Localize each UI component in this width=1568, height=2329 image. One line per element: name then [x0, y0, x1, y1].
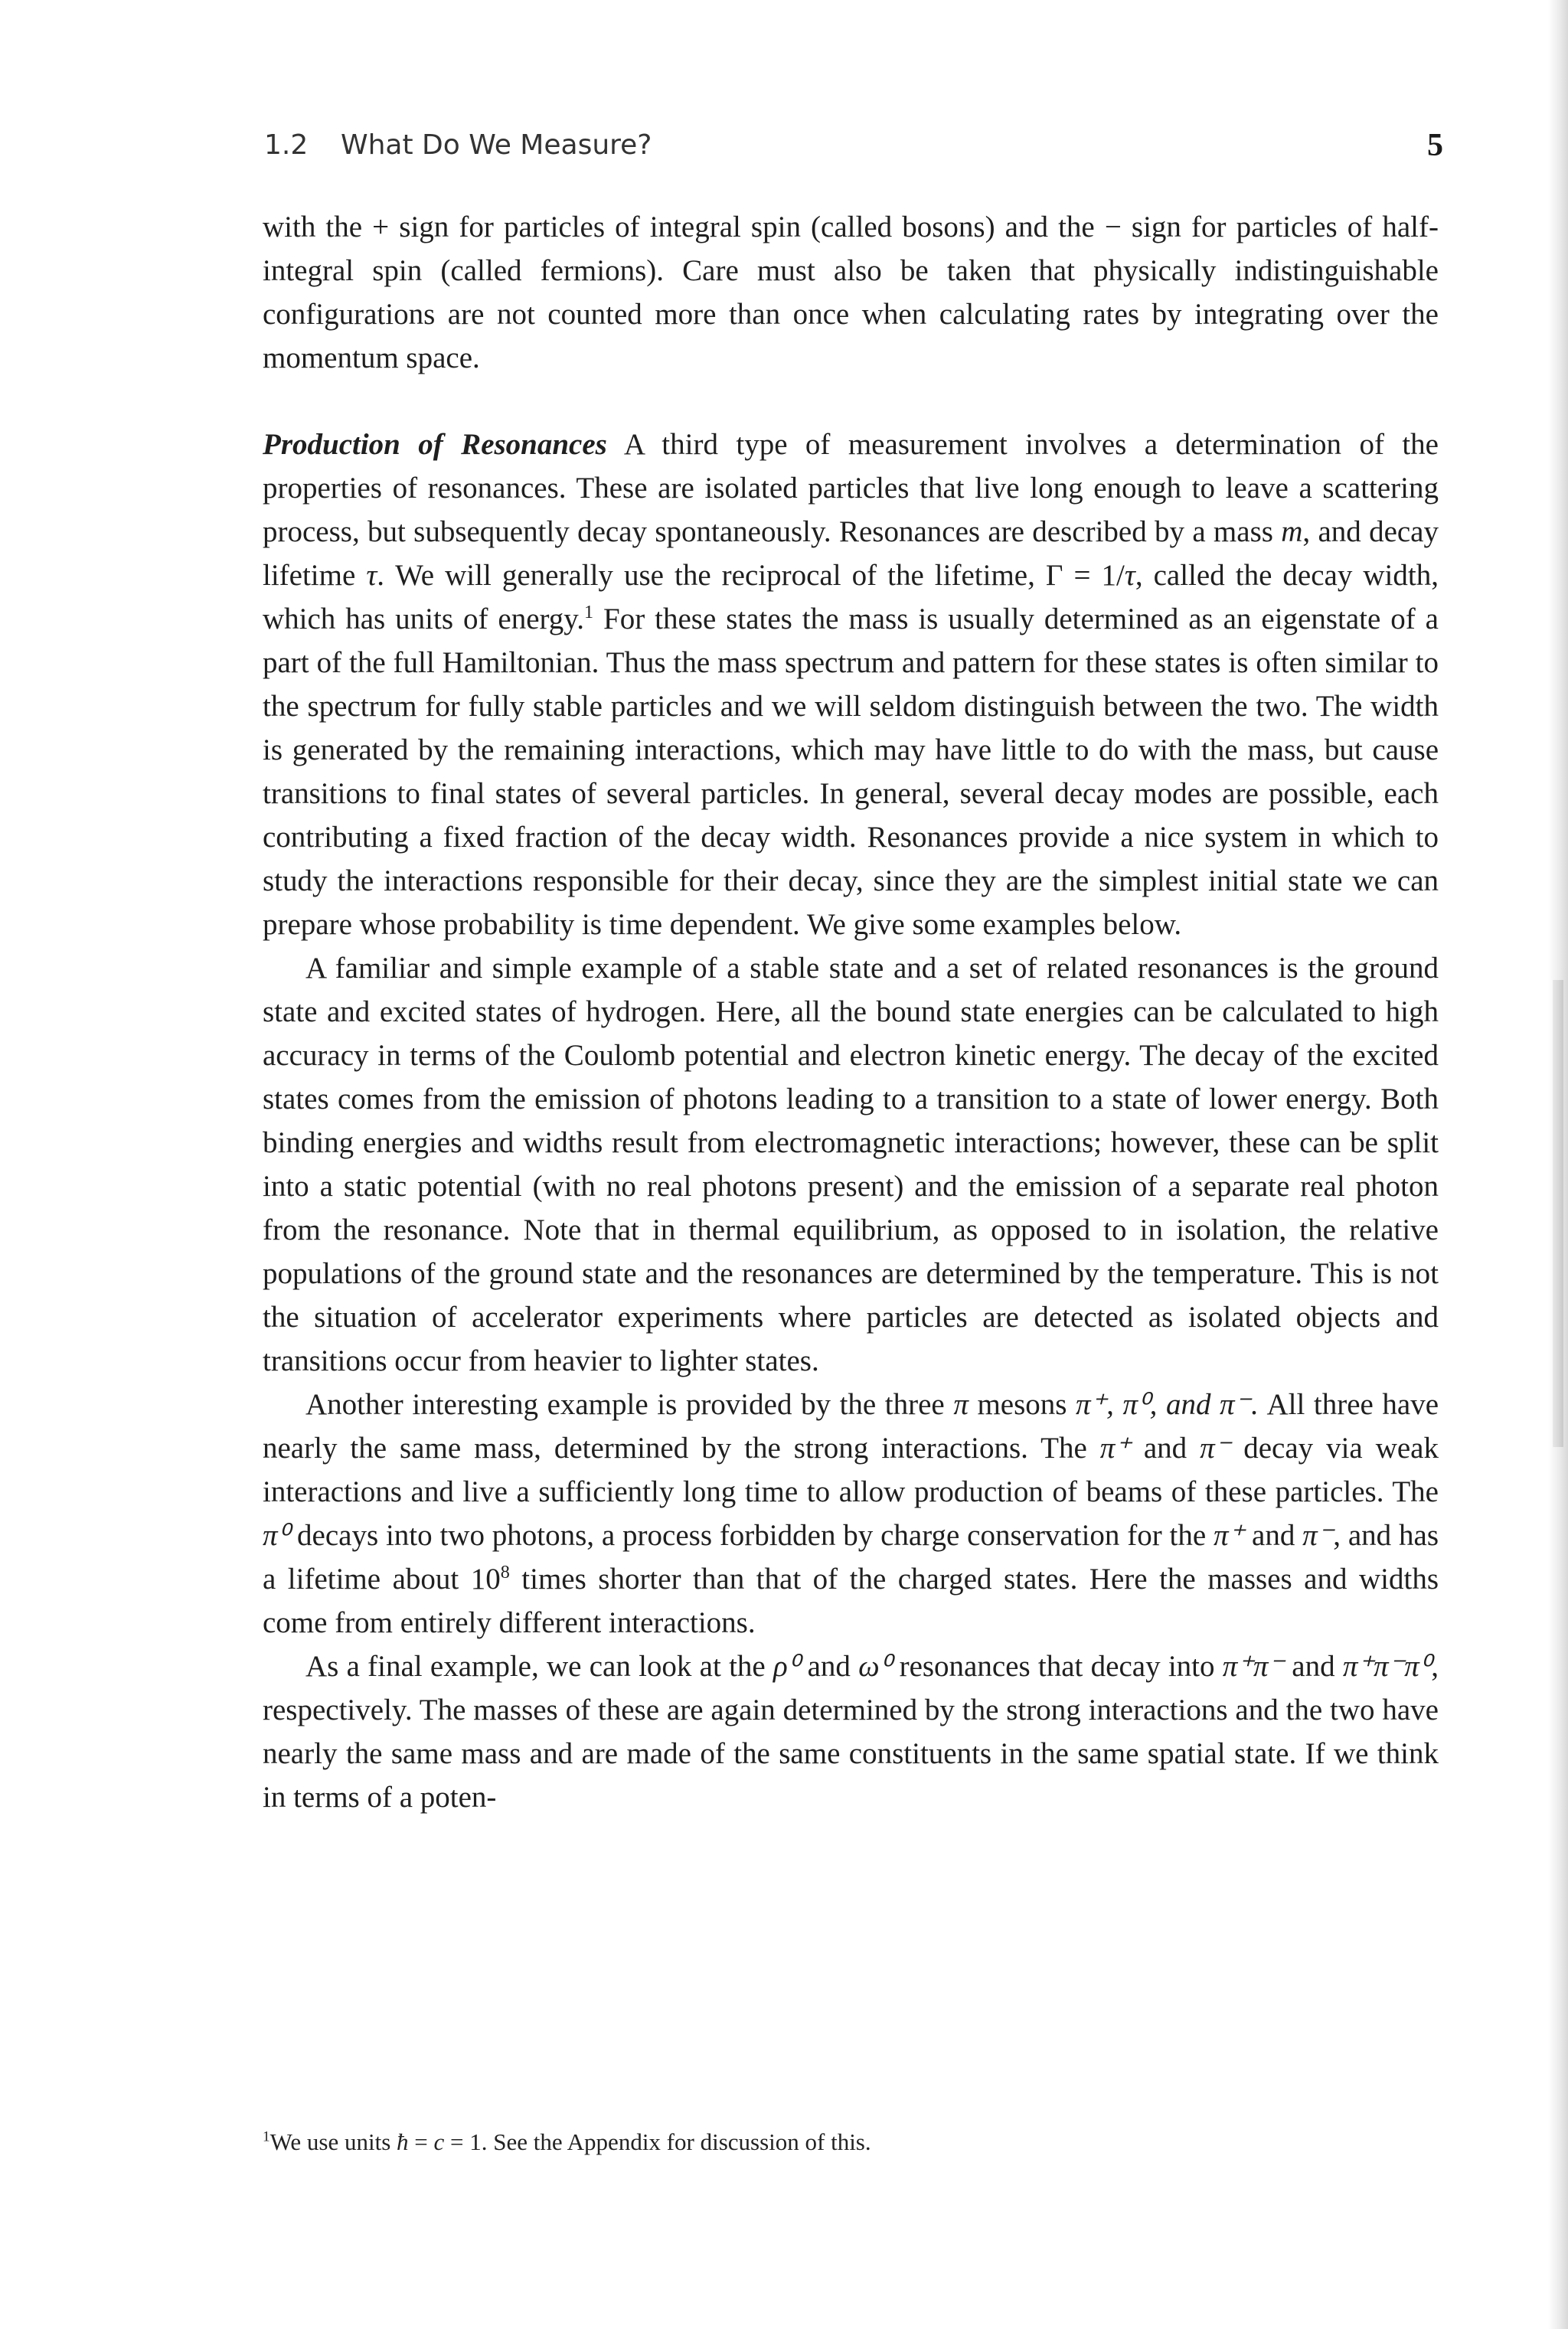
resonances-text-c: . We will generally use the reciprocal of the lifetime, Γ = 1/	[377, 559, 1125, 592]
pion-text-j: decays into two photons, a process forbidden by charge conservation for the	[289, 1519, 1214, 1552]
section-title: What Do We Measure?	[341, 129, 652, 161]
pion-text-a: Another interesting example is provided by the three	[305, 1388, 954, 1421]
pi-plus-2: π⁺	[1214, 1519, 1245, 1552]
intro-paragraph: with the + sign for particles of integral spin (called bosons) and the − sign for particles of half-integral spin (called fermions). Care must also be taken that physically indistinguishable configurations are not counted more than once when calculating rates by integrating over the momentum space.	[263, 211, 1439, 374]
pi-zero: π⁰	[263, 1519, 290, 1552]
main-text	[263, 205, 1439, 1819]
mass-symbol: m	[1281, 515, 1303, 548]
pion-text-l: and	[1244, 1519, 1303, 1552]
pion-text-o: times shorter than that of the charged states. Here the masses and widths come from entirely different interactions.	[263, 1563, 1439, 1639]
pi-minus: π⁻	[1200, 1432, 1231, 1465]
rho-zero: ρ⁰	[773, 1650, 800, 1683]
running-head	[264, 122, 1443, 168]
pion-list: π⁺, π⁰, and π⁻	[1076, 1388, 1251, 1421]
rho-text-b: and	[799, 1650, 859, 1683]
page-number: 5	[1427, 128, 1443, 163]
pion-text-d: . All three have nearly the same mass, determined by the strong interactions. The	[263, 1388, 1439, 1465]
c-symbol: c	[433, 2128, 445, 2155]
pi-pair: π⁺π⁻	[1222, 1650, 1285, 1683]
exponent: 8	[500, 1562, 510, 1583]
section-number: 1.2	[264, 129, 309, 161]
lifetime-symbol-2: τ	[1124, 559, 1135, 592]
pion-text-f: and	[1130, 1432, 1200, 1465]
resonances-text-d: , called the decay width, which has units of energy.	[263, 559, 1439, 635]
lifetime-symbol: τ	[366, 559, 377, 592]
footnote	[263, 2125, 1442, 2159]
resonances-text-a: A third type of measurement involves a determination of the properties of resonances. These are isolated particles that live long enough to leave a scattering process, but subsequently decay spontaneously. Resonances are described by a mass	[263, 428, 1439, 548]
footnote-text-a: We use units	[270, 2128, 397, 2155]
rho-omega-paragraph	[263, 1645, 1439, 1819]
pi-minus-2: π⁻	[1302, 1519, 1334, 1552]
pi-plus: π⁺	[1099, 1432, 1131, 1465]
footnote-text-c: = 1. See the Appendix for discussion of this.	[444, 2128, 871, 2155]
rho-text-c: resonances that decay into	[891, 1650, 1223, 1683]
footnote-marker: 1	[584, 602, 594, 622]
resonances-text-b: , and decay lifetime	[263, 515, 1439, 592]
rho-text-g: , respectively. The masses of these are again determined by the strong interactions and the two have nearly the same mass and are made of the same constituents in the same spatial state. If we think in terms of a poten-	[263, 1650, 1439, 1814]
pion-paragraph	[263, 1383, 1439, 1645]
hbar-symbol: ħ	[397, 2128, 409, 2155]
rho-text-a: As a final example, we can look at the	[305, 1650, 773, 1683]
pi-triple: π⁺π⁻π⁰	[1342, 1650, 1432, 1683]
resonances-heading: Production of Resonances	[263, 428, 607, 461]
pion-text-n: , and has a lifetime about 10	[263, 1519, 1439, 1596]
pion-text-h: decay via weak interactions and live a sufficiently long time to allow production of beams of these particles. The	[263, 1432, 1439, 1508]
hydrogen-paragraph: A familiar and simple example of a stable state and a set of related resonances is the ground state and excited states of hydrogen. Here, all the bound state energies can be calculated to high accuracy in terms of the Coulomb potential and electron kinetic energy. The decay of the excited states comes from the emission of photons leading to a transition to a state of lower energy. Both binding energies and widths result from electromagnetic interactions; however, these can be split into a static potential (with no real photons present) and the emission of a separate real photon from the resonance. Note that in thermal equilibrium, as opposed to in isolation, the relative populations of the ground state and the resonances are determined by the temperature. This is not the situation of accelerator experiments where particles are detected as isolated objects and transitions occur from heavier to lighter states.	[263, 952, 1439, 1377]
pi-symbol: π	[953, 1388, 969, 1421]
footnote-text-b: =	[408, 2128, 434, 2155]
pion-text-b: mesons	[968, 1388, 1076, 1421]
omega-zero: ω⁰	[858, 1650, 892, 1683]
footnote-number: 1	[263, 2128, 270, 2145]
rho-text-e: and	[1284, 1650, 1343, 1683]
page-edge-bar	[1553, 980, 1563, 1447]
resonances-text-e: For these states the mass is usually determined as an eigenstate of a part of the full Hamiltonian. Thus the mass spectrum and pattern for these states is often similar to the spectrum for fully stable particles and we will seldom distinguish between the two. The width is generated by the remaining interactions, which may have little to do with the mass, but cause transitions to final states of several particles. In general, several decay modes are possible, each contributing a fixed fraction of the decay width. Resonances provide a nice system in which to study the interactions responsible for their decay, since they are the simplest initial state we can prepare whose probability is time dependent. We give some examples below.	[263, 603, 1439, 941]
resonances-paragraph	[263, 423, 1439, 946]
